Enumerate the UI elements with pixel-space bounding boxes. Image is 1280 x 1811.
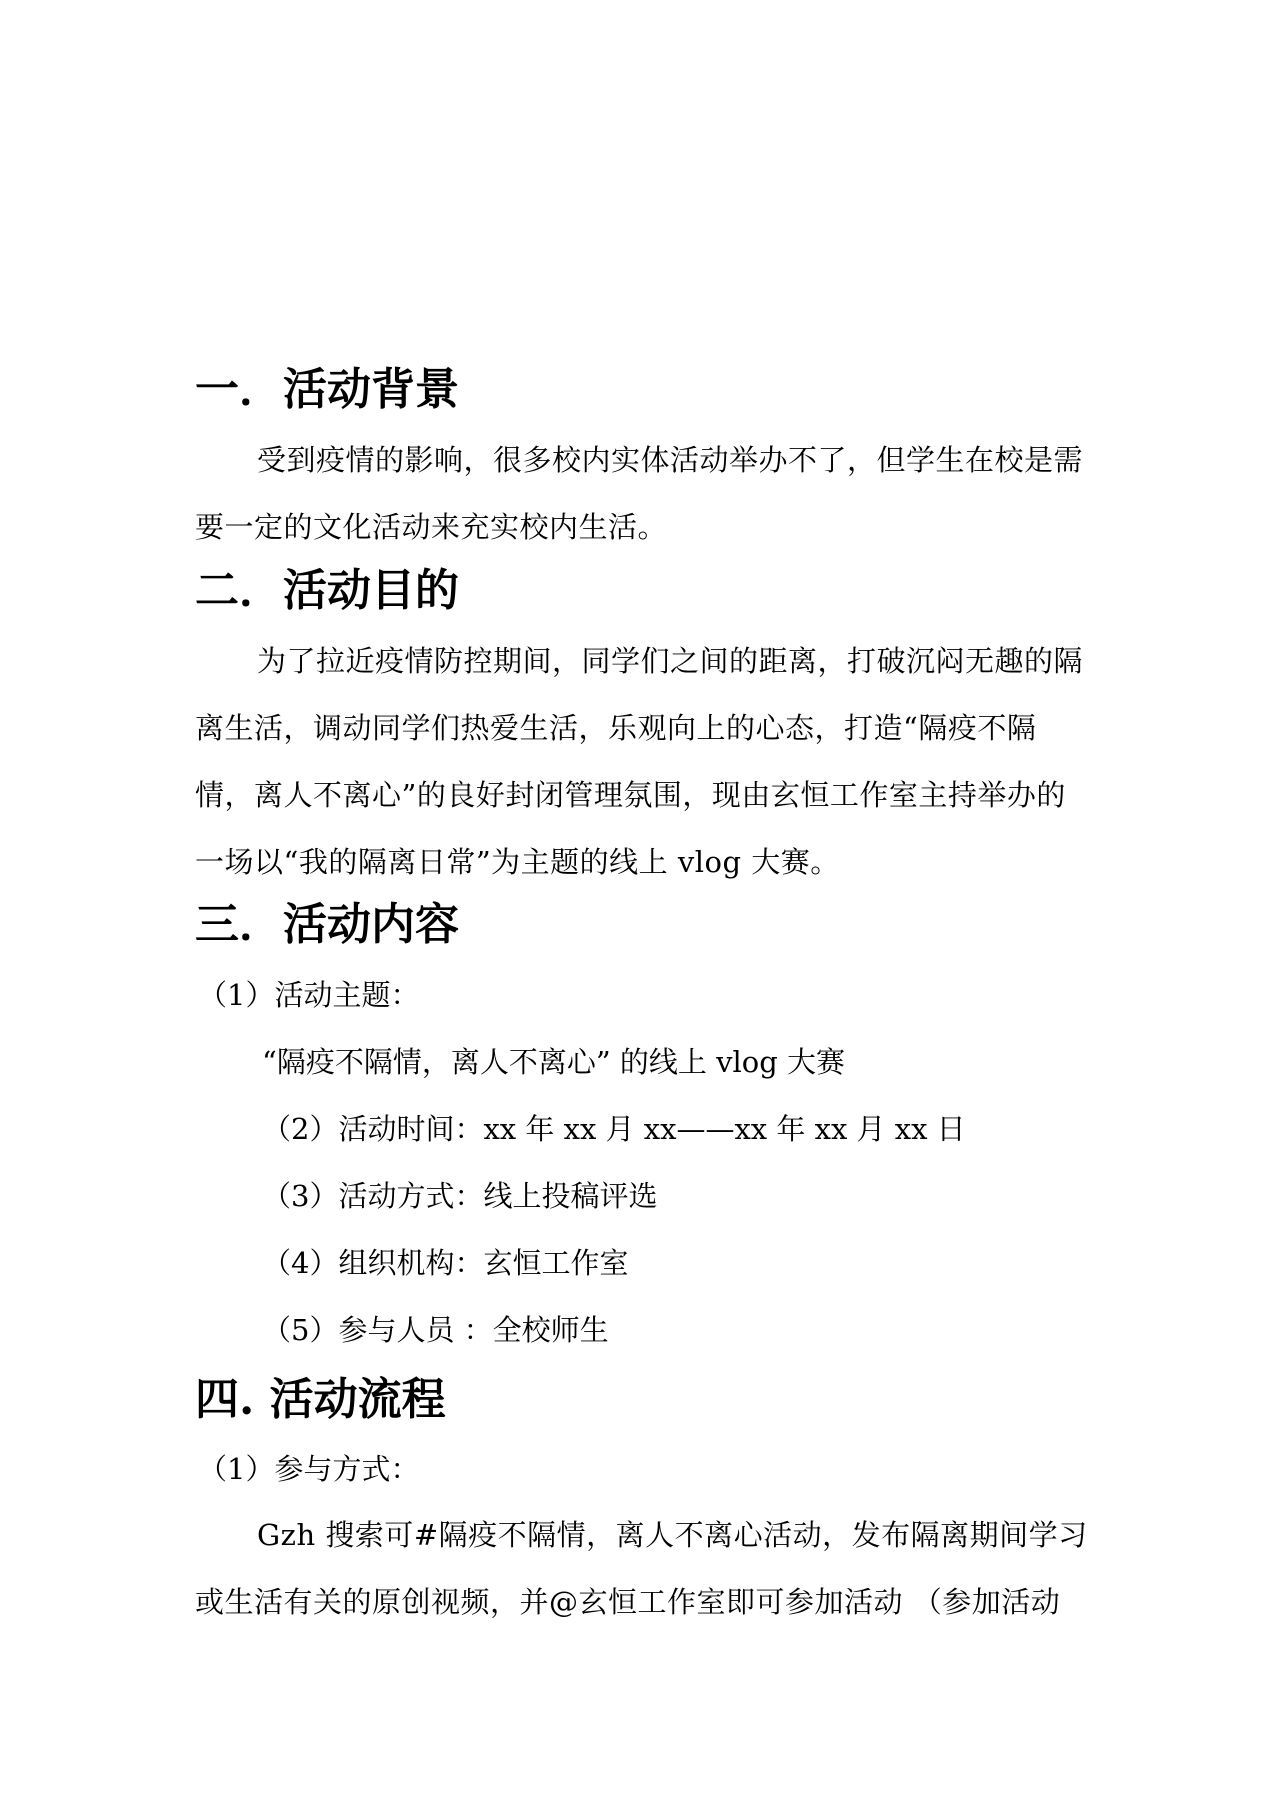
content-theme-label: （1）活动主题： xyxy=(198,978,420,1012)
heading-background: 一．活动背景 xyxy=(195,364,459,415)
process-join-label: （1）参与方式： xyxy=(198,1452,420,1486)
heading-content: 三．活动内容 xyxy=(195,899,459,950)
paragraph-process: Gzh 搜索可#隔疫不隔情，离人不离心活动，发布隔离期间学习或生活有关的原创视频，并@玄恒工作室即可参加活动 （参加活动 xyxy=(195,1518,1088,1619)
content-participants: （5）参与人员 ：全校师生 xyxy=(262,1313,609,1347)
heading-purpose: 二．活动目的 xyxy=(195,565,459,616)
paragraph-background: 受到疫情的影响，很多校内实体活动举办不了，但学生在校是需要一定的文化活动来充实校内生活。 xyxy=(195,443,1084,544)
content-method: （3）活动方式：线上投稿评选 xyxy=(262,1179,658,1213)
content-time: （2）活动时间：xx 年 xx 月 xx——xx 年 xx 月 xx 日 xyxy=(262,1112,966,1146)
heading-process: 四. 活动流程 xyxy=(195,1374,446,1425)
content-theme-value: “隔疫不隔情，离人不离心” 的线上 vlog 大赛 xyxy=(262,1045,845,1079)
paragraph-purpose: 为了拉近疫情防控期间，同学们之间的距离，打破沉闷无趣的隔离生活，调动同学们热爱生活，乐观向上的心态，打造“隔疫不隔情，离人不离心”的良好封闭管理氛围，现由玄恒工作室主持举办的一场以“我的隔离日常”为主题的线上 vlog 大赛。 xyxy=(195,644,1084,879)
content-organizer: （4）组织机构：玄恒工作室 xyxy=(262,1246,629,1280)
